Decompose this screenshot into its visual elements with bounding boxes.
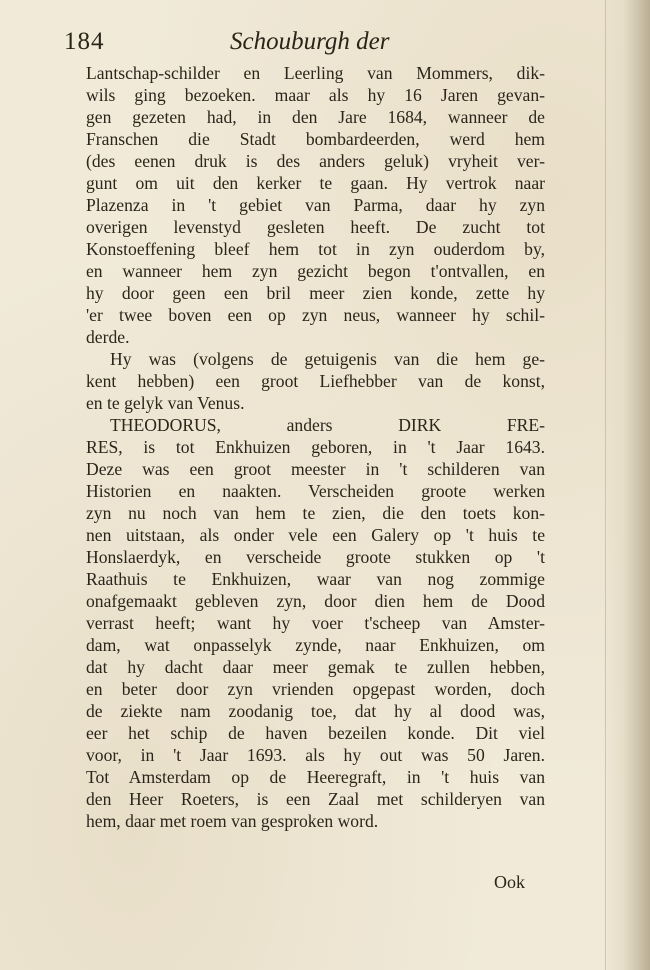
text-line: overigen levenstyd gesleten heeft. De zucht tot xyxy=(86,217,545,237)
page-gutter-shadow xyxy=(602,0,650,970)
text-line: en te gelyk van Venus. xyxy=(86,393,245,413)
gutter-line xyxy=(605,0,606,970)
text-line: dam, wat onpasselyk zynde, naar Enkhuizen, om xyxy=(86,635,545,655)
text-line: en wanneer hem zyn gezicht begon t'ontvallen, en xyxy=(86,261,545,281)
text-line: Plazenza in 't gebiet van Parma, daar hy zyn xyxy=(86,195,545,215)
text-line: Historien en naakten. Verscheiden groote werken xyxy=(86,481,545,501)
body-text xyxy=(86,62,545,832)
text-line: onafgemaakt gebleven zyn, door dien hem de Dood xyxy=(86,591,545,611)
text-line: THEODORUS, anders DIRK FRE- xyxy=(110,415,545,435)
text-line: eer het schip de haven bezeilen konde. Dit viel xyxy=(86,723,545,743)
text-line: gunt om uit den kerker te gaan. Hy vertrok naar xyxy=(86,173,545,193)
text-line: hem, daar met roem van gesproken word. xyxy=(86,811,379,831)
text-line: den Heer Roeters, is een Zaal met schilderyen van xyxy=(86,789,545,809)
text-line: Konstoeffening bleef hem tot in zyn ouderdom by, xyxy=(86,239,545,259)
text-line: hy door geen een bril meer zien konde, zette hy xyxy=(86,283,545,303)
text-line: Raathuis te Enkhuizen, waar van nog zommige xyxy=(86,569,545,589)
text-line: 'er twee boven een op zyn neus, wanneer hy schil- xyxy=(86,305,545,325)
catchword: Ook xyxy=(494,872,525,892)
text-line: gen gezeten had, in den Jare 1684, wanneer de xyxy=(86,107,545,127)
page-number: 184 xyxy=(64,28,105,55)
text-line: RES, is tot Enkhuizen geboren, in 't Jaar 1643. xyxy=(86,437,545,457)
page-header xyxy=(64,22,544,58)
text-line: kent hebben) een groot Liefhebber van de konst, xyxy=(86,371,545,391)
text-line: wils ging bezoeken. maar als hy 16 Jaren gevan- xyxy=(86,85,545,105)
text-line: verrast heeft; want hy voer t'scheep van Amster- xyxy=(86,613,545,633)
text-line: Deze was een groot meester in 't schilderen van xyxy=(86,459,545,479)
text-line: dat hy dacht daar meer gemak te zullen hebben, xyxy=(86,657,545,677)
text-line: derde. xyxy=(86,327,130,347)
text-line: Hy was (volgens de getuigenis van die hem ge- xyxy=(110,349,545,369)
text-line: Lantschap-schilder en Leerling van Mommers, dik- xyxy=(86,63,545,83)
running-head: Schouburgh der xyxy=(230,28,390,55)
text-line: Honslaerdyk, en verscheide groote stukken op 't xyxy=(86,547,545,567)
text-line: en beter door zyn vrienden opgepast worden, doch xyxy=(86,679,545,699)
text-line: de ziekte nam zoodanig toe, dat hy al dood was, xyxy=(86,701,545,721)
text-line: Tot Amsterdam op de Heeregraft, in 't huis van xyxy=(86,767,545,787)
text-line: (des eenen druk is des anders geluk) vryheit ver- xyxy=(86,151,545,171)
text-line: zyn nu noch van hem te zien, die den toets kon- xyxy=(86,503,545,523)
text-line: nen uitstaan, als onder vele een Galery op 't huis te xyxy=(86,525,545,545)
text-line: Franschen die Stadt bombardeerden, werd hem xyxy=(86,129,545,149)
text-line: voor, in 't Jaar 1693. als hy out was 50 Jaren. xyxy=(86,745,545,765)
